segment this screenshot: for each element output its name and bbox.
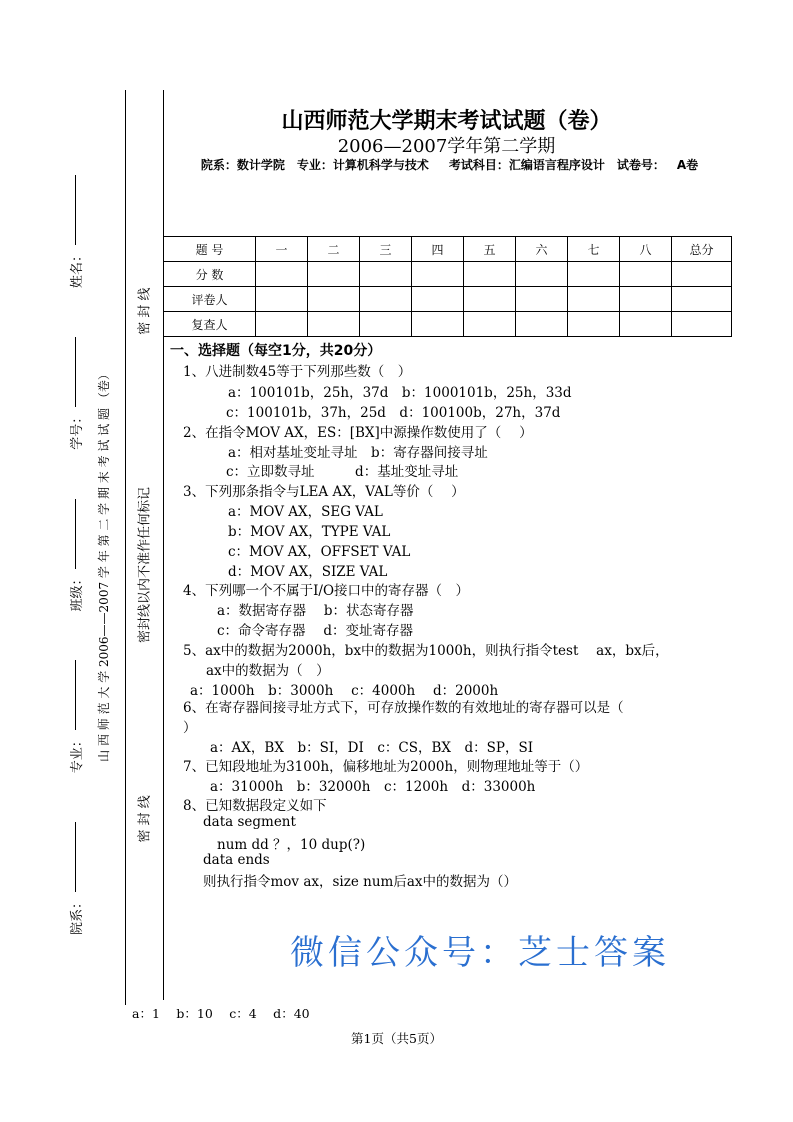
field-department[interactable] [66, 822, 85, 935]
question-text: 7、已知段地址为3100h，偏移地址为2000h，则物理地址等于（） [183, 759, 589, 775]
question-line: num dd ？，10 dup(?) [217, 837, 366, 853]
score-cell[interactable] [412, 262, 464, 287]
answer-options: a：1 b：10 c：4 d：40 [132, 1006, 310, 1021]
question-text: 4、下列哪一个不属于I/O接口中的寄存器（ ） [183, 583, 470, 599]
score-cell[interactable] [308, 287, 360, 312]
question-line: b：MOV AX，TYPE VAL [228, 524, 391, 540]
score-cell[interactable] [620, 262, 672, 287]
question-line: a：31000h b：32000h c：1200h d：33000h [210, 779, 536, 795]
score-cell[interactable] [360, 312, 412, 337]
field-label: 学号： [69, 410, 85, 450]
score-cell[interactable] [568, 287, 620, 312]
question-line: d：MOV AX，SIZE VAL [228, 564, 388, 580]
row-label: 分 数 [164, 262, 256, 287]
field-label: 班级： [69, 572, 85, 612]
table-header: 三 [360, 237, 412, 262]
seal-line-text [133, 288, 153, 843]
score-cell[interactable] [568, 312, 620, 337]
score-cell[interactable] [308, 262, 360, 287]
question-line: a：1000h b：3000h c：4000h d：2000h [190, 683, 499, 699]
question-line: data ends [203, 852, 270, 868]
watermark: 微信公众号：芝士答案 [290, 933, 670, 973]
question-text: 3、下列那条指令与LEA AX，VAL等价（ ） [183, 484, 465, 500]
exam-term: 2006—2007学年第二学期 [337, 136, 556, 157]
question-text: 8、已知数据段定义如下 [183, 798, 327, 814]
question-text: 2、在指令MOV AX，ES：[BX]中源操作数使用了（ ） [183, 425, 533, 441]
question-line: c：MOV AX，OFFSET VAL [228, 544, 411, 560]
field-label: 院系： [69, 895, 85, 935]
question-line: a：数据寄存器 b：状态寄存器 [217, 603, 414, 619]
score-cell[interactable] [672, 287, 732, 312]
info-major: 专业：计算机科学与技术 [296, 158, 429, 172]
score-cell[interactable] [672, 312, 732, 337]
margin-line [163, 90, 164, 1000]
question-line: a：100101b，25h，37d b：1000101b，25h，33d [228, 385, 572, 401]
question-line: c：立即数寻址 d：基址变址寻址 [226, 464, 459, 480]
exam-info [172, 156, 739, 173]
binding-line [125, 90, 126, 1005]
score-cell[interactable] [464, 287, 516, 312]
table-row [164, 287, 732, 312]
seal-text: 密封线以内不准作任何标记 [137, 487, 152, 644]
table-header: 二 [308, 237, 360, 262]
question-line: data segment [203, 814, 296, 830]
table-header: 题 号 [164, 237, 256, 262]
exam-title: 山西师范大学期末考试试题（卷） [281, 109, 612, 134]
score-cell[interactable] [412, 312, 464, 337]
page-footer: 第1页（共5页） [351, 1031, 442, 1046]
side-exam-title [93, 290, 113, 840]
row-label: 评卷人 [164, 287, 256, 312]
score-cell[interactable] [308, 312, 360, 337]
seal-text: 密 封 线 [137, 795, 152, 843]
table-header: 总分 [672, 237, 732, 262]
question-line: c：命令寄存器 d：变址寄存器 [217, 623, 413, 639]
info-department: 院系：数计学院 [200, 158, 285, 172]
table-header: 五 [464, 237, 516, 262]
score-cell[interactable] [256, 262, 308, 287]
score-cell[interactable] [464, 312, 516, 337]
question-text: 1、八进制数45等于下列那些数（ ） [183, 364, 412, 380]
table-header: 八 [620, 237, 672, 262]
field-student-id[interactable] [66, 337, 85, 450]
field-major[interactable] [66, 660, 85, 773]
score-cell[interactable] [516, 262, 568, 287]
score-cell[interactable] [464, 262, 516, 287]
score-cell[interactable] [360, 287, 412, 312]
score-cell[interactable] [516, 287, 568, 312]
score-cell[interactable] [256, 287, 308, 312]
row-label: 复查人 [164, 312, 256, 337]
info-paper-no: 试卷号： [616, 158, 665, 172]
table-row [164, 262, 732, 287]
field-label: 姓名： [69, 249, 85, 289]
question-line: a：相对基址变址寻址 b：寄存器间接寻址 [228, 445, 488, 461]
score-cell[interactable] [256, 312, 308, 337]
question-line: ax中的数据为（ ） [206, 663, 330, 679]
score-cell[interactable] [568, 262, 620, 287]
table-header: 四 [412, 237, 464, 262]
score-cell[interactable] [516, 312, 568, 337]
table-header-row [164, 237, 732, 262]
field-label: 专业： [69, 734, 85, 774]
question-line: a：AX，BX b：SI，DI c：CS，BX d：SP，SI [210, 740, 534, 756]
seal-text: 密 封 线 [137, 287, 152, 335]
info-paper-version: A卷 [676, 158, 699, 172]
score-cell[interactable] [672, 262, 732, 287]
table-header: 一 [256, 237, 308, 262]
question-line: a：MOV AX，SEG VAL [228, 504, 383, 520]
info-subject: 考试科目：汇编语言程序设计 [448, 158, 605, 172]
score-cell[interactable] [620, 312, 672, 337]
question-line: ） [183, 720, 197, 736]
score-table [163, 236, 732, 337]
score-cell[interactable] [412, 287, 464, 312]
field-name[interactable] [66, 175, 85, 288]
table-header: 六 [516, 237, 568, 262]
table-row [164, 312, 732, 337]
score-cell[interactable] [360, 262, 412, 287]
field-class[interactable] [66, 499, 85, 612]
score-cell[interactable] [620, 287, 672, 312]
side-exam-text: 山 西 师 范 大 学 2006——2007 学 年 第 二 学 期 末 考 试 试 题 （卷） [96, 368, 111, 762]
question-text: 5、ax中的数据为2000h，bx中的数据为1000h，则执行指令test ax，bx后， [183, 643, 669, 659]
section-heading: 一、选择题（每空1分，共20分） [170, 343, 382, 359]
question-line: 则执行指令mov ax，size num后ax中的数据为（） [203, 874, 517, 890]
question-line: c：100101b，37h，25d d：100100b，27h，37d [226, 405, 561, 421]
student-info-fields [65, 175, 85, 935]
table-header: 七 [568, 237, 620, 262]
question-text: 6、在寄存器间接寻址方式下，可存放操作数的有效地址的寄存器可以是（ [183, 700, 624, 716]
